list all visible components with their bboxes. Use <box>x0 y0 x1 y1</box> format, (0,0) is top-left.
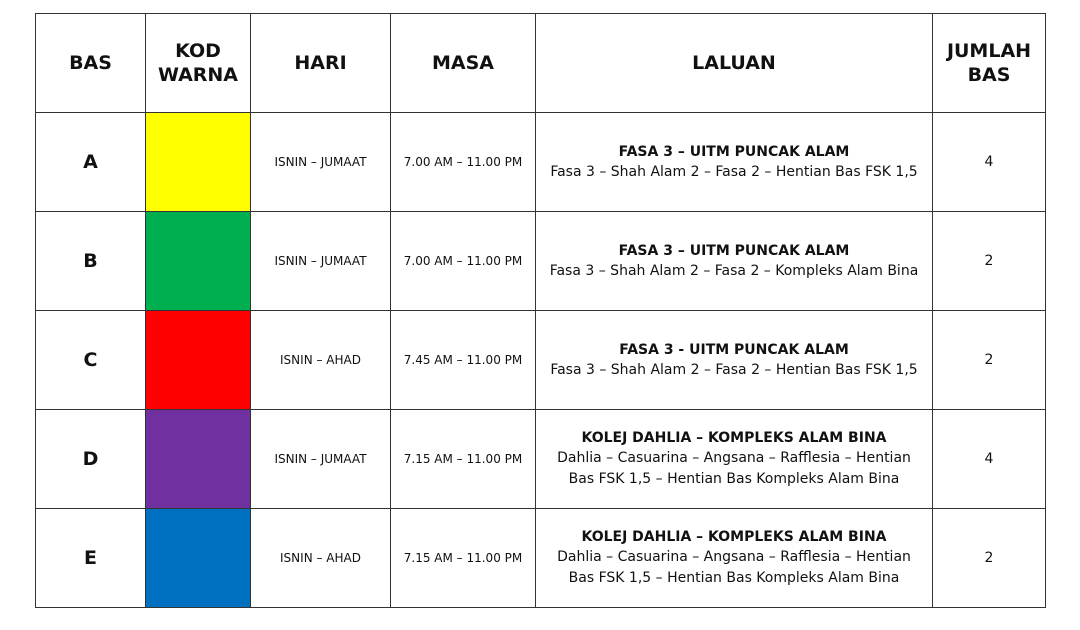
table-header-row <box>36 14 1046 113</box>
route-title: KOLEJ DAHLIA – KOMPLEKS ALAM BINA <box>581 529 887 545</box>
bus-count: 4 <box>933 113 1046 212</box>
route-title: FASA 3 – UITM PUNCAK ALAM <box>618 143 850 160</box>
route-detail: Dahlia – Casuarina – Angsana – Rafflesia – Hentian Bas FSK 1,5 – Hentian Bas Kompleks Alam Bina <box>557 549 911 586</box>
color-code-cell <box>146 311 251 410</box>
table-row <box>36 113 1046 212</box>
bus-count: 2 <box>933 212 1046 311</box>
header-kod-warna-line1: KOD <box>175 40 221 62</box>
route-detail: Fasa 3 – Shah Alam 2 – Fasa 2 – Hentian Bas FSK 1,5 <box>550 163 918 180</box>
days: ISNIN – JUMAAT <box>251 212 391 311</box>
bus-count: 2 <box>933 311 1046 410</box>
bus-id: E <box>36 509 146 608</box>
color-code-cell <box>146 410 251 509</box>
color-swatch <box>146 113 250 211</box>
header-masa: MASA <box>391 14 536 113</box>
route-title: KOLEJ DAHLIA – KOMPLEKS ALAM BINA <box>581 430 887 446</box>
table-row <box>36 410 1046 509</box>
table-row <box>36 212 1046 311</box>
color-swatch <box>146 410 250 508</box>
route-cell <box>536 311 933 410</box>
route-title: FASA 3 - UITM PUNCAK ALAM <box>619 341 849 358</box>
route-cell <box>536 212 933 311</box>
color-code-cell <box>146 113 251 212</box>
header-jumlah-line2: BAS <box>967 64 1011 86</box>
header-laluan: LALUAN <box>536 14 933 113</box>
route-cell <box>536 113 933 212</box>
color-code-cell <box>146 212 251 311</box>
bus-id: A <box>36 113 146 212</box>
header-jumlah-line1: JUMLAH <box>946 40 1032 62</box>
color-swatch <box>146 311 250 409</box>
header-kod-warna-line2: WARNA <box>157 64 239 86</box>
route-detail: Fasa 3 – Shah Alam 2 – Fasa 2 – Hentian Bas FSK 1,5 <box>550 361 918 378</box>
days: ISNIN – JUMAAT <box>251 410 391 509</box>
days: ISNIN – JUMAAT <box>251 113 391 212</box>
color-code-cell <box>146 509 251 608</box>
route-title: FASA 3 – UITM PUNCAK ALAM <box>618 242 850 259</box>
time: 7.15 AM – 11.00 PM <box>391 509 536 608</box>
bus-id: C <box>36 311 146 410</box>
header-jumlah-bas <box>933 14 1046 113</box>
color-swatch <box>146 212 250 310</box>
bus-count: 2 <box>933 509 1046 608</box>
bus-id: D <box>36 410 146 509</box>
table-row <box>36 509 1046 608</box>
color-swatch <box>146 509 250 607</box>
bus-id: B <box>36 212 146 311</box>
route-detail: Dahlia – Casuarina – Angsana – Rafflesia – Hentian Bas FSK 1,5 – Hentian Bas Kompleks Alam Bina <box>557 450 911 487</box>
time: 7.00 AM – 11.00 PM <box>391 212 536 311</box>
time: 7.45 AM – 11.00 PM <box>391 311 536 410</box>
table-row <box>36 311 1046 410</box>
header-hari: HARI <box>251 14 391 113</box>
route-cell <box>536 410 933 509</box>
header-bas: BAS <box>36 14 146 113</box>
bus-schedule-table <box>35 13 1046 608</box>
header-kod-warna <box>146 14 251 113</box>
route-detail: Fasa 3 – Shah Alam 2 – Fasa 2 – Kompleks Alam Bina <box>549 262 919 279</box>
time: 7.00 AM – 11.00 PM <box>391 113 536 212</box>
table-body <box>36 113 1046 608</box>
route-cell <box>536 509 933 608</box>
bus-count: 4 <box>933 410 1046 509</box>
time: 7.15 AM – 11.00 PM <box>391 410 536 509</box>
days: ISNIN – AHAD <box>251 311 391 410</box>
days: ISNIN – AHAD <box>251 509 391 608</box>
